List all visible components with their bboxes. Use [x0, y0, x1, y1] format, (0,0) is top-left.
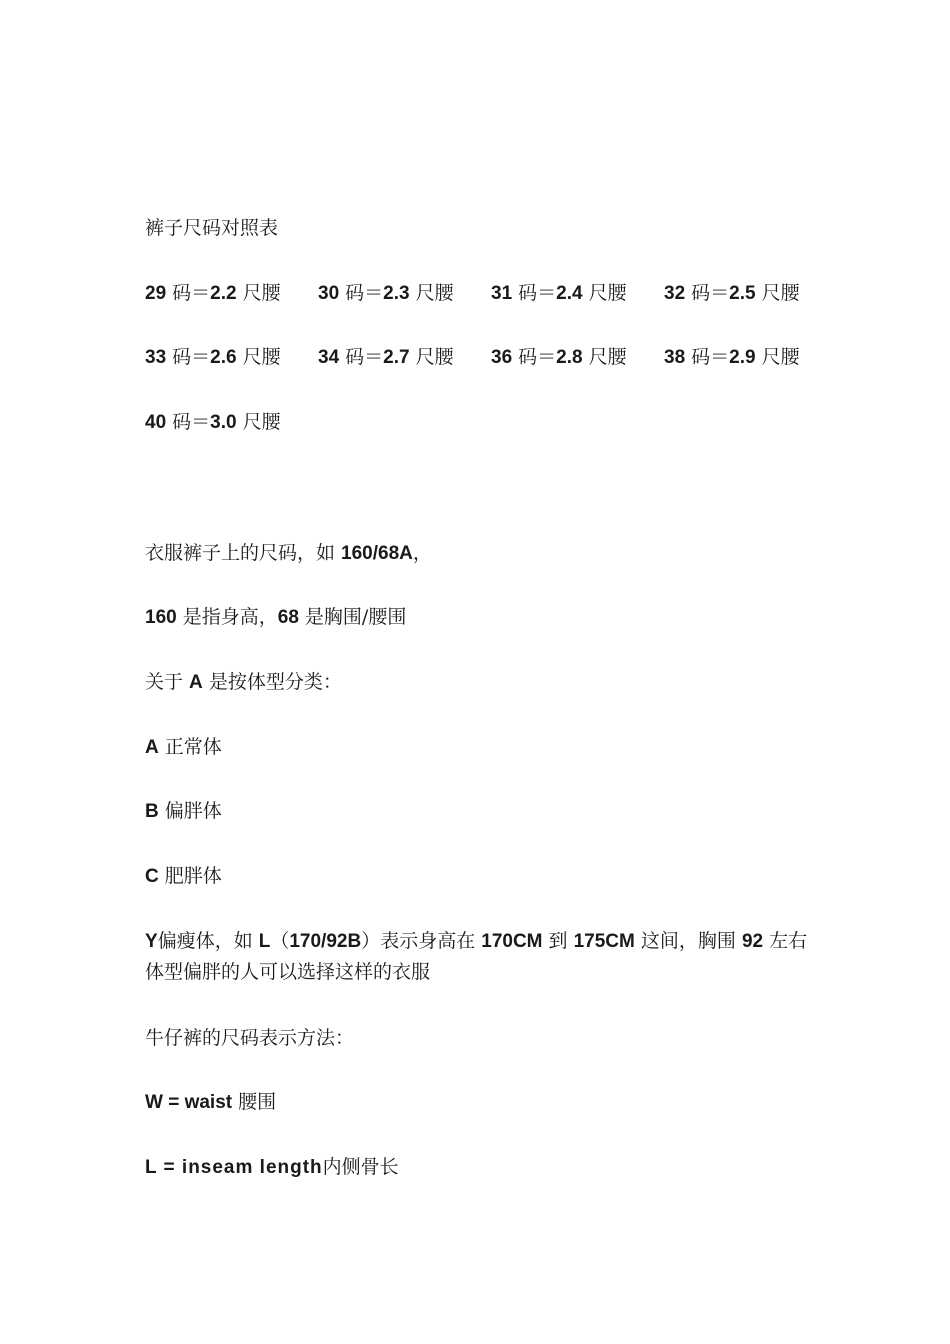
- height-max: 175CM: [573, 931, 635, 952]
- waist-unit: 尺腰: [761, 282, 800, 304]
- text: 是指身高，: [176, 606, 278, 628]
- size-number: 29: [145, 283, 167, 304]
- size-table-cell: [491, 282, 627, 305]
- size-equals: 码＝: [172, 411, 211, 433]
- body-type-c: [145, 865, 222, 888]
- text: （: [270, 930, 290, 952]
- waist-unit: 尺腰: [588, 346, 627, 368]
- waist-value: 2.2: [210, 283, 237, 304]
- waist-unit: 尺腰: [415, 346, 454, 368]
- body-type-y-line2: 体型偏胖的人可以选择这样的衣服: [145, 961, 431, 983]
- jeans-size-title: 牛仔裤的尺码表示方法：: [145, 1027, 355, 1049]
- text: 是按体型分类：: [202, 671, 342, 693]
- size-number: 31: [491, 283, 513, 304]
- waist-unit: 尺腰: [588, 282, 627, 304]
- waist-value: 2.3: [383, 283, 410, 304]
- size-table-cell: [491, 346, 627, 369]
- size-number: 40: [145, 412, 167, 433]
- body-type-a: [145, 736, 222, 759]
- text: 关于: [145, 671, 190, 693]
- type-letter: A: [145, 737, 159, 758]
- type-letter: C: [145, 866, 159, 887]
- type-text: 肥胖体: [164, 865, 222, 887]
- waist-unit: 尺腰: [415, 282, 454, 304]
- size-letter: L: [258, 931, 271, 952]
- inseam-definition: [145, 1156, 399, 1179]
- waist-unit: 尺腰: [242, 282, 281, 304]
- type-text: 偏胖体: [164, 800, 222, 822]
- text: ）表示身高在: [361, 930, 482, 952]
- size-equals: 码＝: [518, 346, 557, 368]
- waist-value: 2.9: [729, 347, 756, 368]
- body-type-y: [145, 930, 807, 953]
- paragraph-size-example: [145, 542, 432, 565]
- size-equals: 码＝: [345, 346, 384, 368]
- inseam-text: 内侧骨长: [322, 1156, 399, 1178]
- text: 是胸围/腰围: [298, 606, 407, 628]
- waist-label: W = waist: [145, 1092, 233, 1113]
- type-text: 正常体: [164, 736, 222, 758]
- waist-unit: 尺腰: [242, 346, 281, 368]
- size-number: 38: [664, 347, 686, 368]
- size-number: 32: [664, 283, 686, 304]
- size-number: 36: [491, 347, 513, 368]
- waist-unit: 尺腰: [242, 411, 281, 433]
- type-letter: Y: [145, 931, 158, 952]
- height-min: 170CM: [481, 931, 543, 952]
- size-equals: 码＝: [691, 346, 730, 368]
- size-table-cell: [145, 282, 281, 305]
- size-table-cell: [145, 411, 281, 434]
- size-table-cell: [664, 346, 800, 369]
- type-letter: B: [145, 801, 159, 822]
- inseam-label: L = inseam length: [145, 1157, 323, 1178]
- text: ，: [412, 542, 432, 564]
- waist-text: 腰围: [232, 1091, 277, 1113]
- size-table-cell: [318, 346, 454, 369]
- paragraph-body-type: [145, 671, 342, 694]
- waist-value: 2.7: [383, 347, 410, 368]
- text: 到: [542, 930, 574, 952]
- size-equals: 码＝: [172, 346, 211, 368]
- chest-value: 92: [741, 931, 764, 952]
- size-equals: 码＝: [345, 282, 384, 304]
- waist-unit: 尺腰: [761, 346, 800, 368]
- text: 偏瘦体，如: [157, 930, 259, 952]
- type-letter: A: [189, 672, 203, 693]
- waist-value: 2.4: [556, 283, 583, 304]
- size-number: 30: [318, 283, 340, 304]
- size-table-cell: [145, 346, 281, 369]
- size-code: 170/92B: [289, 931, 362, 952]
- waist-value: 2.8: [556, 347, 583, 368]
- document-title: 裤子尺码对照表: [145, 217, 279, 239]
- text: 这间，胸围: [634, 930, 742, 952]
- waist-value: 2.6: [210, 347, 237, 368]
- waist-value: 3.0: [210, 412, 237, 433]
- size-table-cell: [664, 282, 800, 305]
- size-equals: 码＝: [172, 282, 211, 304]
- size-table-cell: [318, 282, 454, 305]
- text: 左右: [763, 930, 808, 952]
- size-number: 34: [318, 347, 340, 368]
- paragraph-height-chest: [145, 606, 406, 629]
- height-value: 160: [145, 607, 177, 628]
- body-type-b: [145, 800, 222, 823]
- size-equals: 码＝: [518, 282, 557, 304]
- waist-definition: [145, 1091, 276, 1114]
- text: 衣服裤子上的尺码，如: [145, 542, 342, 564]
- chest-value: 68: [277, 607, 299, 628]
- size-equals: 码＝: [691, 282, 730, 304]
- size-code: 160/68A: [341, 543, 413, 564]
- waist-value: 2.5: [729, 283, 756, 304]
- size-number: 33: [145, 347, 167, 368]
